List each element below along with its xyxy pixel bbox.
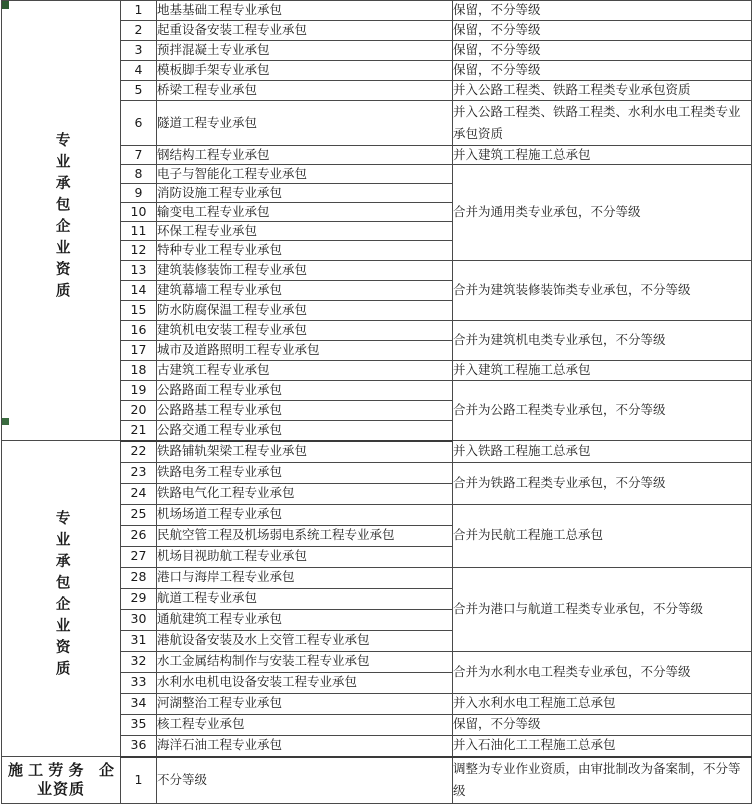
section-label-3-line1: 施工劳务 企 bbox=[8, 761, 114, 779]
row-number: 21 bbox=[121, 420, 157, 441]
row-number: 5 bbox=[121, 81, 157, 101]
row-result: 保留，不分等级 bbox=[453, 61, 752, 81]
row-number: 10 bbox=[121, 203, 157, 222]
row-result-merged: 合并为建筑装修装饰类专业承包，不分等级 bbox=[453, 260, 752, 320]
row-name: 建筑机电安装工程专业承包 bbox=[157, 320, 453, 340]
section-label-2: 专业承包企业资质 bbox=[53, 509, 70, 682]
row-name: 铁路铺轨架梁工程专业承包 bbox=[157, 441, 453, 463]
row-number: 30 bbox=[121, 609, 157, 630]
row-name: 预拌混凝土专业承包 bbox=[157, 41, 453, 61]
row-number: 33 bbox=[121, 672, 157, 693]
row-result: 并入石油化工工程施工总承包 bbox=[453, 735, 752, 757]
row-name: 不分等级 bbox=[157, 757, 453, 804]
row-result-merged: 合并为铁路工程类专业承包，不分等级 bbox=[453, 462, 752, 504]
row-name: 古建筑工程专业承包 bbox=[157, 360, 453, 380]
row-name: 公路路基工程专业承包 bbox=[157, 400, 453, 420]
row-name: 港口与海岸工程专业承包 bbox=[157, 567, 453, 588]
row-number: 9 bbox=[121, 184, 157, 203]
row-number: 16 bbox=[121, 320, 157, 340]
row-name: 环保工程专业承包 bbox=[157, 222, 453, 241]
row-number: 2 bbox=[121, 21, 157, 41]
row-result: 保留，不分等级 bbox=[453, 714, 752, 735]
row-name: 特种专业工程专业承包 bbox=[157, 241, 453, 260]
row-number: 13 bbox=[121, 260, 157, 280]
row-result: 并入公路工程类、铁路工程类专业承包资质 bbox=[453, 81, 752, 101]
row-result: 调整为专业作业资质，由审批制改为备案制，不分等级 bbox=[453, 757, 752, 804]
row-number: 27 bbox=[121, 546, 157, 567]
row-number: 34 bbox=[121, 693, 157, 714]
row-result: 保留，不分等级 bbox=[453, 1, 752, 21]
section-label-cell-2 bbox=[2, 441, 121, 757]
row-name: 铁路电务工程专业承包 bbox=[157, 462, 453, 483]
row-name: 核工程专业承包 bbox=[157, 714, 453, 735]
row-name: 建筑幕墙工程专业承包 bbox=[157, 280, 453, 300]
row-name: 城市及道路照明工程专业承包 bbox=[157, 340, 453, 360]
qualification-reform-table bbox=[1, 0, 752, 804]
row-number: 7 bbox=[121, 145, 157, 164]
row-name: 机场场道工程专业承包 bbox=[157, 504, 453, 525]
row-name: 钢结构工程专业承包 bbox=[157, 145, 453, 164]
row-number: 14 bbox=[121, 280, 157, 300]
row-number: 22 bbox=[121, 441, 157, 463]
row-number: 1 bbox=[121, 1, 157, 21]
row-result-merged: 合并为通用类专业承包，不分等级 bbox=[453, 164, 752, 260]
table-body bbox=[2, 1, 752, 804]
scan-artifact-top-left bbox=[2, 1, 9, 9]
row-name: 公路交通工程专业承包 bbox=[157, 420, 453, 441]
row-name: 机场目视助航工程专业承包 bbox=[157, 546, 453, 567]
row-name: 航道工程专业承包 bbox=[157, 588, 453, 609]
row-number: 29 bbox=[121, 588, 157, 609]
row-number: 32 bbox=[121, 651, 157, 672]
row-name: 模板脚手架专业承包 bbox=[157, 61, 453, 81]
row-name: 港航设备安装及水上交管工程专业承包 bbox=[157, 630, 453, 651]
row-result: 保留，不分等级 bbox=[453, 41, 752, 61]
row-name: 桥梁工程专业承包 bbox=[157, 81, 453, 101]
row-name: 隧道工程专业承包 bbox=[157, 101, 453, 146]
row-name: 民航空管工程及机场弱电系统工程专业承包 bbox=[157, 525, 453, 546]
row-number: 3 bbox=[121, 41, 157, 61]
row-result: 并入公路工程类、铁路工程类、水利水电工程类专业承包资质 bbox=[453, 101, 752, 146]
row-number: 31 bbox=[121, 630, 157, 651]
row-name: 水工金属结构制作与安装工程专业承包 bbox=[157, 651, 453, 672]
table-row bbox=[2, 441, 752, 463]
row-name: 海洋石油工程专业承包 bbox=[157, 735, 453, 757]
row-name: 河湖整治工程专业承包 bbox=[157, 693, 453, 714]
row-number: 25 bbox=[121, 504, 157, 525]
row-result: 并入建筑工程施工总承包 bbox=[453, 360, 752, 380]
row-name: 起重设备安装工程专业承包 bbox=[157, 21, 453, 41]
row-number: 28 bbox=[121, 567, 157, 588]
row-name: 防水防腐保温工程专业承包 bbox=[157, 300, 453, 320]
scan-artifact-section-break bbox=[2, 418, 9, 425]
row-result: 并入水利水电工程施工总承包 bbox=[453, 693, 752, 714]
row-number: 12 bbox=[121, 241, 157, 260]
row-name: 通航建筑工程专业承包 bbox=[157, 609, 453, 630]
section-label-3-line2: 业资质 bbox=[36, 779, 85, 798]
section-label-cell-1 bbox=[2, 1, 121, 441]
row-number: 19 bbox=[121, 380, 157, 400]
row-name: 铁路电气化工程专业承包 bbox=[157, 483, 453, 504]
row-result-merged: 合并为建筑机电类专业承包，不分等级 bbox=[453, 320, 752, 360]
row-name: 消防设施工程专业承包 bbox=[157, 184, 453, 203]
row-name: 建筑装修装饰工程专业承包 bbox=[157, 260, 453, 280]
row-number: 1 bbox=[121, 757, 157, 804]
row-number: 8 bbox=[121, 164, 157, 183]
row-name: 水利水电机电设备安装工程专业承包 bbox=[157, 672, 453, 693]
row-name: 电子与智能化工程专业承包 bbox=[157, 164, 453, 183]
row-number: 24 bbox=[121, 483, 157, 504]
row-name: 地基基础工程专业承包 bbox=[157, 1, 453, 21]
row-number: 35 bbox=[121, 714, 157, 735]
row-number: 36 bbox=[121, 735, 157, 757]
row-number: 11 bbox=[121, 222, 157, 241]
row-name: 公路路面工程专业承包 bbox=[157, 380, 453, 400]
row-number: 23 bbox=[121, 462, 157, 483]
row-result-merged: 合并为水利水电工程类专业承包，不分等级 bbox=[453, 651, 752, 693]
row-name: 输变电工程专业承包 bbox=[157, 203, 453, 222]
row-result-merged: 合并为港口与航道工程类专业承包，不分等级 bbox=[453, 567, 752, 651]
row-result: 并入铁路工程施工总承包 bbox=[453, 441, 752, 463]
table-row bbox=[2, 1, 752, 21]
row-number: 17 bbox=[121, 340, 157, 360]
row-number: 4 bbox=[121, 61, 157, 81]
row-number: 6 bbox=[121, 101, 157, 146]
row-result-merged: 合并为民航工程施工总承包 bbox=[453, 504, 752, 567]
section-label-1: 专业承包企业资质 bbox=[53, 131, 70, 304]
row-result-merged: 合并为公路工程类专业承包，不分等级 bbox=[453, 380, 752, 441]
row-result: 并入建筑工程施工总承包 bbox=[453, 145, 752, 164]
row-number: 20 bbox=[121, 400, 157, 420]
row-number: 26 bbox=[121, 525, 157, 546]
row-result: 保留，不分等级 bbox=[453, 21, 752, 41]
row-number: 15 bbox=[121, 300, 157, 320]
row-number: 18 bbox=[121, 360, 157, 380]
